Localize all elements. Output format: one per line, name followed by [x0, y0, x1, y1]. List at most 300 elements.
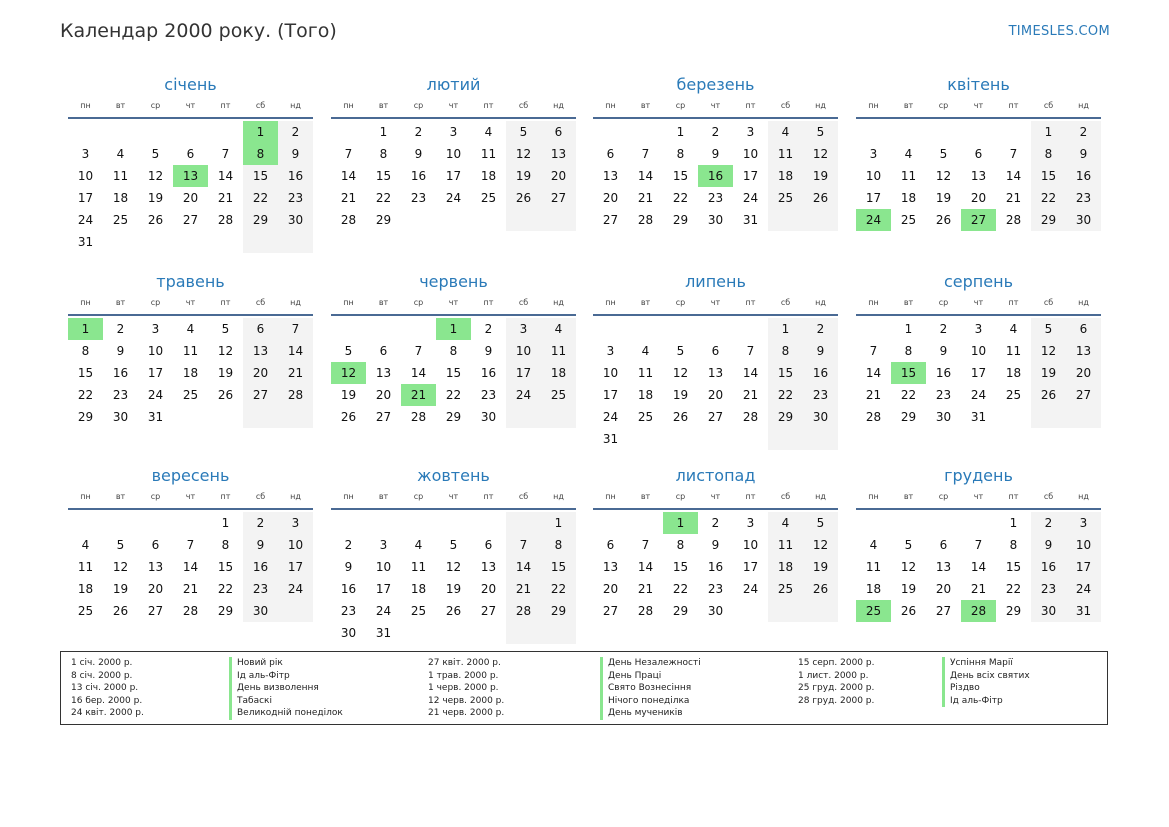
weekday-label: нд: [815, 101, 826, 110]
legend-entry: 25 груд. 2000 р.: [798, 683, 875, 694]
day-cell: 18: [1005, 366, 1022, 380]
day-grid: [593, 512, 838, 622]
day-cell: 26: [935, 213, 952, 227]
empty-day-cell: [961, 512, 996, 534]
day-cell: 3: [974, 322, 983, 336]
weekday-label: ср: [150, 101, 161, 110]
weekday-label: нд: [1078, 101, 1089, 110]
weekday-label: вт: [903, 492, 914, 501]
legend-dates-col-3: [798, 657, 874, 707]
day-cell: 18: [77, 582, 94, 596]
day-cell: 13: [602, 169, 619, 183]
month-name: лютий: [426, 75, 481, 94]
day-cell: 29: [375, 213, 392, 227]
day-cell: 7: [641, 147, 650, 161]
day-cell: 28: [637, 213, 654, 227]
day-cell: 9: [344, 560, 353, 574]
empty-day-cell: [208, 231, 243, 253]
day-cell: 10: [506, 340, 541, 362]
day-cell: 11: [637, 366, 654, 380]
month-name: липень: [685, 272, 746, 291]
day-cell: 4: [641, 344, 650, 358]
legend-entry: Свято Вознесіння: [600, 682, 701, 695]
day-cell: 25: [182, 388, 199, 402]
month-2: [331, 74, 576, 231]
weekday-label: пн: [868, 298, 879, 307]
empty-day-cell: [278, 406, 313, 428]
day-cell: 22: [375, 191, 392, 205]
weekday-header: [593, 99, 838, 119]
empty-day-cell: [208, 406, 243, 428]
month-6: [331, 271, 576, 428]
day-cell: 2: [939, 322, 948, 336]
legend-entry: 8 січ. 2000 р.: [71, 670, 133, 681]
day-cell: 24: [445, 191, 462, 205]
day-cell: 7: [746, 344, 755, 358]
empty-day-cell: [331, 318, 366, 340]
day-cell: 13: [935, 560, 952, 574]
day-cell: 26: [1031, 384, 1066, 406]
legend-entry: Ід аль-Фітр: [229, 670, 343, 683]
legend-entry: 12 черв. 2000 р.: [428, 695, 505, 706]
empty-day-cell: [663, 318, 698, 340]
empty-day-cell: [663, 428, 698, 450]
day-cell: 28: [637, 604, 654, 618]
weekday-label: пн: [80, 101, 91, 110]
day-cell: 19: [672, 388, 689, 402]
day-cell: 15: [375, 169, 392, 183]
day-cell: 25: [768, 578, 803, 600]
day-cell: 30: [112, 410, 129, 424]
day-cell: 28: [340, 213, 357, 227]
day-cell: 29: [672, 213, 689, 227]
day-cell: 15: [77, 366, 94, 380]
day-cell: 27: [602, 213, 619, 227]
day-cell: 12: [672, 366, 689, 380]
weekday-label: сб: [780, 492, 791, 501]
day-cell: 3: [506, 318, 541, 340]
empty-day-cell: [173, 231, 208, 253]
weekday-label: ср: [150, 492, 161, 501]
empty-day-cell: [401, 512, 436, 534]
day-cell: 5: [904, 538, 913, 552]
day-cell: 14: [970, 560, 987, 574]
holiday-day-cell: 21: [401, 384, 436, 406]
day-cell: 8: [221, 538, 230, 552]
day-cell: 19: [147, 191, 164, 205]
day-cell: 28: [1005, 213, 1022, 227]
empty-day-cell: [436, 209, 471, 231]
empty-day-cell: [471, 622, 506, 644]
day-cell: 11: [900, 169, 917, 183]
weekday-label: сб: [255, 298, 266, 307]
weekday-header: [331, 99, 576, 119]
day-cell: 23: [243, 578, 278, 600]
weekday-label: нд: [290, 101, 301, 110]
holiday-day-cell: 1: [663, 512, 698, 534]
legend-entry: Ід аль-Фітр: [942, 695, 1030, 708]
day-cell: 19: [803, 556, 838, 578]
day-cell: 12: [803, 534, 838, 556]
legend-entry: День мучеників: [600, 707, 701, 720]
day-cell: 12: [1031, 340, 1066, 362]
weekday-label: пн: [343, 101, 354, 110]
day-cell: 4: [484, 125, 493, 139]
legend-dates-col-2: [428, 657, 504, 720]
day-grid: [856, 121, 1101, 231]
day-cell: 20: [147, 582, 164, 596]
day-cell: 29: [768, 406, 803, 428]
empty-day-cell: [628, 121, 663, 143]
month-name: червень: [419, 272, 488, 291]
day-cell: 7: [278, 318, 313, 340]
day-cell: 26: [900, 604, 917, 618]
brand-link[interactable]: TIMESLES.COM: [1008, 24, 1110, 39]
empty-day-cell: [366, 318, 401, 340]
day-cell: 10: [602, 366, 619, 380]
day-cell: 20: [970, 191, 987, 205]
holiday-day-cell: 15: [891, 362, 926, 384]
day-cell: 9: [711, 538, 720, 552]
day-cell: 20: [602, 582, 619, 596]
day-cell: 17: [147, 366, 164, 380]
day-cell: 6: [974, 147, 983, 161]
weekday-label: пн: [80, 492, 91, 501]
day-cell: 18: [768, 165, 803, 187]
day-cell: 23: [480, 388, 497, 402]
weekday-label: чт: [973, 298, 984, 307]
day-cell: 8: [676, 147, 685, 161]
day-cell: 22: [1005, 582, 1022, 596]
day-cell: 17: [602, 388, 619, 402]
holiday-day-cell: 12: [331, 362, 366, 384]
day-cell: 23: [707, 191, 724, 205]
day-cell: 23: [935, 388, 952, 402]
day-cell: 24: [742, 191, 759, 205]
day-cell: 16: [803, 362, 838, 384]
empty-day-cell: [278, 231, 313, 253]
day-cell: 24: [77, 213, 94, 227]
day-cell: 25: [900, 213, 917, 227]
day-grid: [856, 512, 1101, 622]
weekday-header: [331, 490, 576, 510]
day-cell: 18: [865, 582, 882, 596]
day-cell: 5: [449, 538, 458, 552]
day-cell: 2: [711, 516, 720, 530]
empty-day-cell: [856, 121, 891, 143]
day-cell: 21: [340, 191, 357, 205]
day-grid: [331, 318, 576, 428]
day-cell: 28: [506, 600, 541, 622]
empty-day-cell: [243, 406, 278, 428]
empty-day-cell: [733, 428, 768, 450]
day-cell: 21: [506, 578, 541, 600]
empty-day-cell: [891, 512, 926, 534]
day-cell: 8: [449, 344, 458, 358]
day-cell: 28: [410, 410, 427, 424]
holiday-day-cell: 28: [961, 600, 996, 622]
weekday-label: пт: [1008, 492, 1019, 501]
holiday-day-cell: 1: [243, 121, 278, 143]
day-cell: 28: [182, 604, 199, 618]
empty-day-cell: [926, 121, 961, 143]
weekday-label: пн: [605, 492, 616, 501]
empty-day-cell: [541, 209, 576, 231]
legend-entry: 28 груд. 2000 р.: [798, 695, 875, 706]
day-cell: 31: [742, 213, 759, 227]
day-cell: 3: [746, 125, 755, 139]
empty-day-cell: [541, 622, 576, 644]
day-cell: 29: [541, 600, 576, 622]
month-9: [68, 465, 313, 622]
day-cell: 26: [112, 604, 129, 618]
day-cell: 4: [186, 322, 195, 336]
weekday-label: нд: [553, 101, 564, 110]
day-cell: 16: [340, 582, 357, 596]
legend-entry: День Праці: [600, 670, 701, 683]
day-cell: 27: [375, 410, 392, 424]
legend-entry: Великодній понеділок: [229, 707, 343, 720]
day-cell: 20: [243, 362, 278, 384]
day-cell: 12: [217, 344, 234, 358]
day-cell: 26: [147, 213, 164, 227]
day-cell: 21: [637, 191, 654, 205]
day-cell: 6: [484, 538, 493, 552]
day-cell: 3: [379, 538, 388, 552]
legend-entry: 1 черв. 2000 р.: [428, 683, 499, 694]
day-cell: 13: [541, 143, 576, 165]
day-cell: 14: [865, 366, 882, 380]
empty-day-cell: [856, 318, 891, 340]
day-cell: 4: [869, 538, 878, 552]
holiday-day-cell: 8: [243, 143, 278, 165]
day-cell: 12: [147, 169, 164, 183]
day-cell: 5: [803, 512, 838, 534]
day-cell: 20: [375, 388, 392, 402]
day-cell: 29: [900, 410, 917, 424]
weekday-label: нд: [815, 492, 826, 501]
empty-day-cell: [138, 231, 173, 253]
day-cell: 13: [1066, 340, 1101, 362]
day-cell: 10: [77, 169, 94, 183]
legend-entry: 13 січ. 2000 р.: [71, 683, 139, 694]
month-5: [68, 271, 313, 428]
day-cell: 13: [147, 560, 164, 574]
day-cell: 27: [243, 384, 278, 406]
month-name: листопад: [675, 466, 756, 485]
day-cell: 6: [243, 318, 278, 340]
day-cell: 8: [379, 147, 388, 161]
empty-day-cell: [628, 512, 663, 534]
day-cell: 4: [541, 318, 576, 340]
day-cell: 15: [672, 169, 689, 183]
day-cell: 7: [414, 344, 423, 358]
month-name: березень: [676, 75, 755, 94]
empty-day-cell: [1031, 406, 1066, 428]
day-cell: 11: [768, 534, 803, 556]
weekday-label: пт: [220, 492, 231, 501]
day-cell: 25: [637, 410, 654, 424]
day-cell: 11: [768, 143, 803, 165]
day-cell: 2: [344, 538, 353, 552]
day-cell: 15: [445, 366, 462, 380]
day-cell: 1: [379, 125, 388, 139]
day-cell: 13: [602, 560, 619, 574]
month-name: травень: [156, 272, 225, 291]
day-cell: 13: [707, 366, 724, 380]
page-title: Календар 2000 року. (Того): [60, 20, 337, 42]
empty-day-cell: [68, 512, 103, 534]
weekday-label: чт: [448, 101, 459, 110]
weekday-label: пн: [868, 101, 879, 110]
empty-day-cell: [768, 600, 803, 622]
empty-day-cell: [103, 512, 138, 534]
holiday-day-cell: 13: [173, 165, 208, 187]
day-cell: 2: [414, 125, 423, 139]
day-cell: 6: [541, 121, 576, 143]
day-cell: 22: [541, 578, 576, 600]
holiday-day-cell: 24: [856, 209, 891, 231]
day-cell: 14: [410, 366, 427, 380]
day-cell: 30: [480, 410, 497, 424]
day-cell: 7: [1009, 147, 1018, 161]
day-cell: 19: [340, 388, 357, 402]
day-cell: 4: [904, 147, 913, 161]
legend-entry: День визволення: [229, 682, 343, 695]
legend-entry: Нічого понеділка: [600, 695, 701, 708]
weekday-label: сб: [1043, 298, 1054, 307]
day-cell: 17: [865, 191, 882, 205]
day-cell: 21: [970, 582, 987, 596]
day-cell: 16: [1031, 556, 1066, 578]
day-grid: [593, 318, 838, 450]
day-cell: 16: [935, 366, 952, 380]
day-cell: 5: [803, 121, 838, 143]
day-cell: 18: [541, 362, 576, 384]
day-cell: 2: [1031, 512, 1066, 534]
day-cell: 24: [970, 388, 987, 402]
empty-day-cell: [996, 406, 1031, 428]
empty-day-cell: [436, 512, 471, 534]
day-cell: 15: [768, 362, 803, 384]
day-cell: 30: [803, 406, 838, 428]
day-cell: 14: [278, 340, 313, 362]
day-cell: 24: [602, 410, 619, 424]
day-cell: 31: [147, 410, 164, 424]
day-cell: 24: [742, 582, 759, 596]
day-cell: 4: [414, 538, 423, 552]
day-cell: 3: [1066, 512, 1101, 534]
empty-day-cell: [366, 512, 401, 534]
day-cell: 23: [1066, 187, 1101, 209]
weekday-label: нд: [1078, 492, 1089, 501]
day-cell: 1: [1009, 516, 1018, 530]
weekday-label: ср: [675, 492, 686, 501]
day-cell: 23: [707, 582, 724, 596]
day-cell: 7: [641, 538, 650, 552]
day-cell: 19: [900, 582, 917, 596]
day-cell: 21: [217, 191, 234, 205]
day-cell: 27: [147, 604, 164, 618]
day-cell: 17: [506, 362, 541, 384]
day-cell: 13: [480, 560, 497, 574]
weekday-label: пт: [745, 298, 756, 307]
weekday-label: ср: [150, 298, 161, 307]
day-cell: 1: [221, 516, 230, 530]
day-cell: 18: [182, 366, 199, 380]
day-cell: 9: [414, 147, 423, 161]
empty-day-cell: [278, 600, 313, 622]
day-cell: 16: [112, 366, 129, 380]
day-cell: 9: [1031, 534, 1066, 556]
legend-entry: День всіх святих: [942, 670, 1030, 683]
day-cell: 10: [1066, 534, 1101, 556]
day-cell: 21: [278, 362, 313, 384]
legend-entry: 1 січ. 2000 р.: [71, 658, 133, 668]
day-cell: 7: [221, 147, 230, 161]
day-cell: 14: [217, 169, 234, 183]
day-cell: 20: [602, 191, 619, 205]
day-cell: 24: [375, 604, 392, 618]
empty-day-cell: [856, 512, 891, 534]
day-cell: 8: [81, 344, 90, 358]
day-cell: 17: [445, 169, 462, 183]
day-cell: 25: [480, 191, 497, 205]
weekday-label: пн: [605, 298, 616, 307]
weekday-label: нд: [290, 492, 301, 501]
weekday-label: вт: [115, 492, 126, 501]
empty-day-cell: [103, 121, 138, 143]
day-cell: 26: [217, 388, 234, 402]
day-cell: 19: [1031, 362, 1066, 384]
weekday-label: ср: [938, 101, 949, 110]
weekday-label: чт: [973, 492, 984, 501]
day-cell: 30: [243, 600, 278, 622]
weekday-label: пн: [868, 492, 879, 501]
day-grid: [593, 121, 838, 231]
weekday-label: пн: [605, 101, 616, 110]
day-cell: 10: [970, 344, 987, 358]
day-cell: 5: [221, 322, 230, 336]
day-cell: 6: [379, 344, 388, 358]
day-cell: 24: [506, 384, 541, 406]
day-cell: 5: [116, 538, 125, 552]
weekday-header: [68, 99, 313, 119]
day-cell: 9: [116, 344, 125, 358]
weekday-label: нд: [553, 298, 564, 307]
day-cell: 30: [1066, 209, 1101, 231]
weekday-header: [593, 296, 838, 316]
weekday-header: [331, 296, 576, 316]
weekday-label: сб: [518, 101, 529, 110]
empty-day-cell: [471, 512, 506, 534]
day-cell: 17: [77, 191, 94, 205]
weekday-label: нд: [815, 298, 826, 307]
empty-day-cell: [768, 209, 803, 231]
day-cell: 5: [939, 147, 948, 161]
day-cell: 1: [676, 125, 685, 139]
day-cell: 9: [484, 344, 493, 358]
day-cell: 29: [243, 209, 278, 231]
day-cell: 8: [768, 340, 803, 362]
day-cell: 1: [904, 322, 913, 336]
day-cell: 14: [637, 169, 654, 183]
weekday-label: сб: [1043, 101, 1054, 110]
day-cell: 14: [182, 560, 199, 574]
empty-day-cell: [173, 512, 208, 534]
day-cell: 17: [742, 560, 759, 574]
empty-day-cell: [506, 209, 541, 231]
